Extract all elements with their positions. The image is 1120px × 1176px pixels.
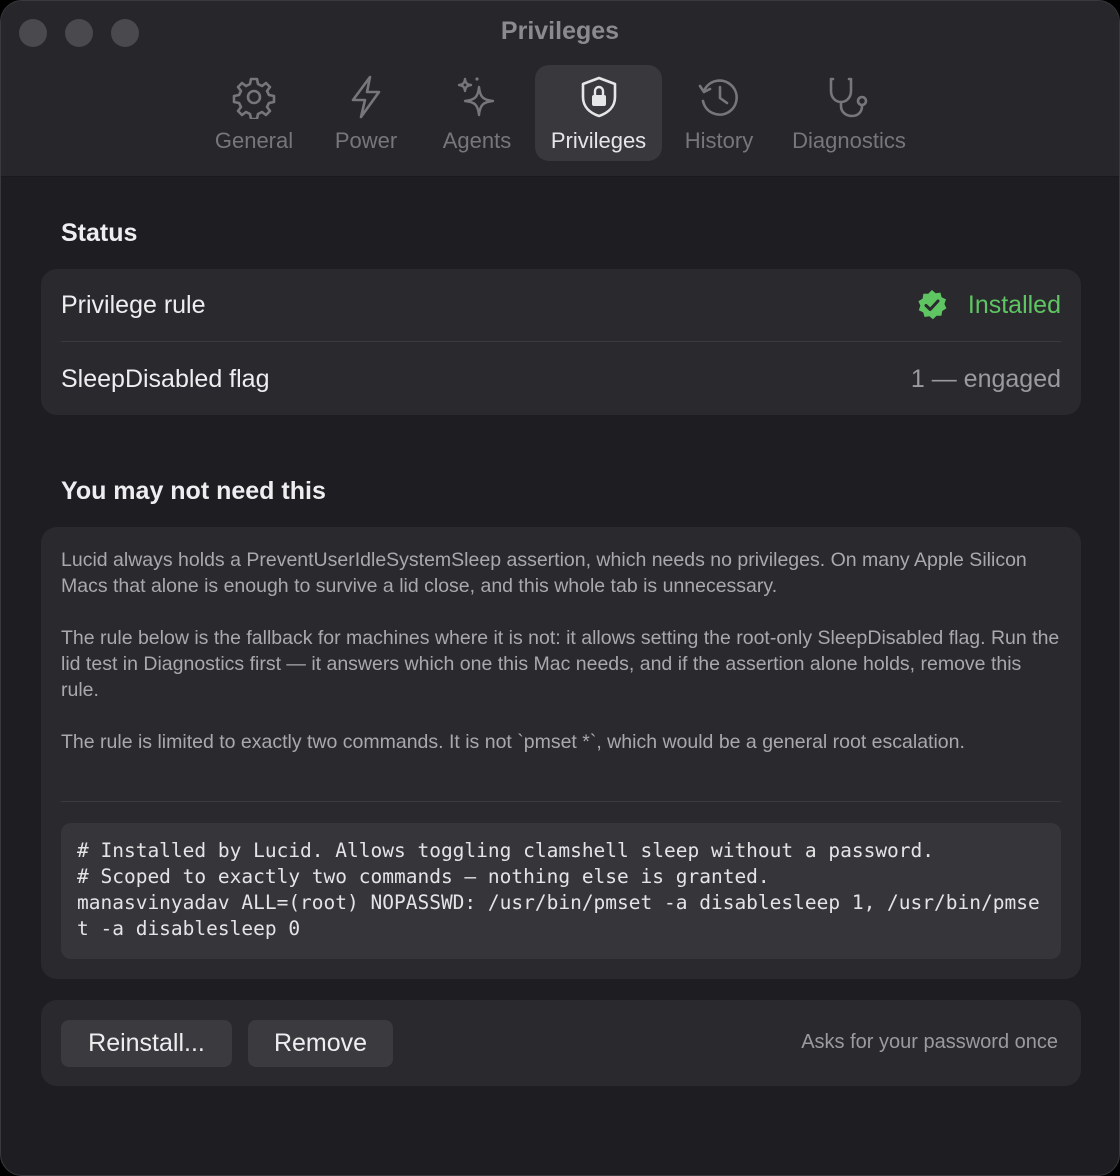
status-card	[41, 269, 1081, 415]
privilege-rule-value: Installed	[967, 290, 1061, 319]
remove-button[interactable]: Remove	[248, 1020, 393, 1067]
tab-history[interactable]	[672, 65, 766, 161]
sleepdisabled-flag-label: SleepDisabled flag	[61, 364, 270, 393]
sudoers-rule-code: # Installed by Lucid. Allows toggling clamshell sleep without a password. # Scoped to exactly two commands — nothing else is granted. manasvinyadav ALL=(root) NOPASSWD: /usr/bin/pmset -a disablesleep 1, /usr/bin/pmset -a disablesleep 0	[61, 823, 1061, 959]
stethoscope-icon	[827, 65, 871, 124]
tab-label: History	[684, 128, 754, 153]
lock-shield-icon	[577, 65, 621, 124]
row-divider	[61, 341, 1061, 342]
tab-label: Agents	[442, 128, 512, 153]
info-paragraph: The rule is limited to exactly two commands. It is not `pmset *`, which would be a general root escalation.	[61, 731, 965, 753]
title-bar	[1, 1, 1119, 177]
clock-history-icon	[697, 65, 741, 124]
reinstall-button[interactable]: Reinstall...	[61, 1020, 232, 1067]
tab-label: Diagnostics	[792, 128, 906, 153]
status-heading: Status	[61, 219, 138, 247]
info-heading: You may not need this	[61, 477, 326, 505]
tab-label: General	[214, 128, 294, 153]
tab-agents[interactable]	[429, 65, 525, 161]
privilege-rule-row	[61, 269, 1061, 341]
checkmark-seal-icon	[916, 289, 948, 321]
tab-privileges[interactable]	[535, 65, 662, 161]
privilege-rule-status	[916, 289, 1061, 321]
sleepdisabled-flag-value: 1 — engaged	[910, 364, 1061, 393]
info-paragraph: Lucid always holds a PreventUserIdleSystemSleep assertion, which needs no privileges. On many Apple Silicon Macs that alone is enough to survive a lid close, and this whole tab is unnecessary.	[61, 549, 1027, 597]
bolt-icon	[344, 65, 388, 124]
privilege-rule-label: Privilege rule	[61, 290, 206, 319]
tab-power[interactable]	[323, 65, 409, 161]
sleepdisabled-flag-row	[61, 343, 1061, 415]
info-divider	[61, 801, 1061, 802]
info-paragraph: The rule below is the fallback for machines where it is not: it allows setting the root-only SleepDisabled flag. Run the lid test in Diagnostics first — it answers which one this Mac needs, and if the assertion alone holds, remove this rule.	[61, 627, 1060, 701]
tab-label: Privileges	[550, 128, 647, 153]
tab-diagnostics[interactable]	[780, 65, 918, 161]
sparkles-icon	[455, 65, 499, 124]
tab-label: Power	[334, 128, 398, 153]
window-title: Privileges	[500, 17, 620, 45]
gear-icon	[232, 65, 276, 124]
password-hint: Asks for your password once	[801, 1031, 1058, 1053]
tab-general[interactable]	[203, 65, 305, 161]
